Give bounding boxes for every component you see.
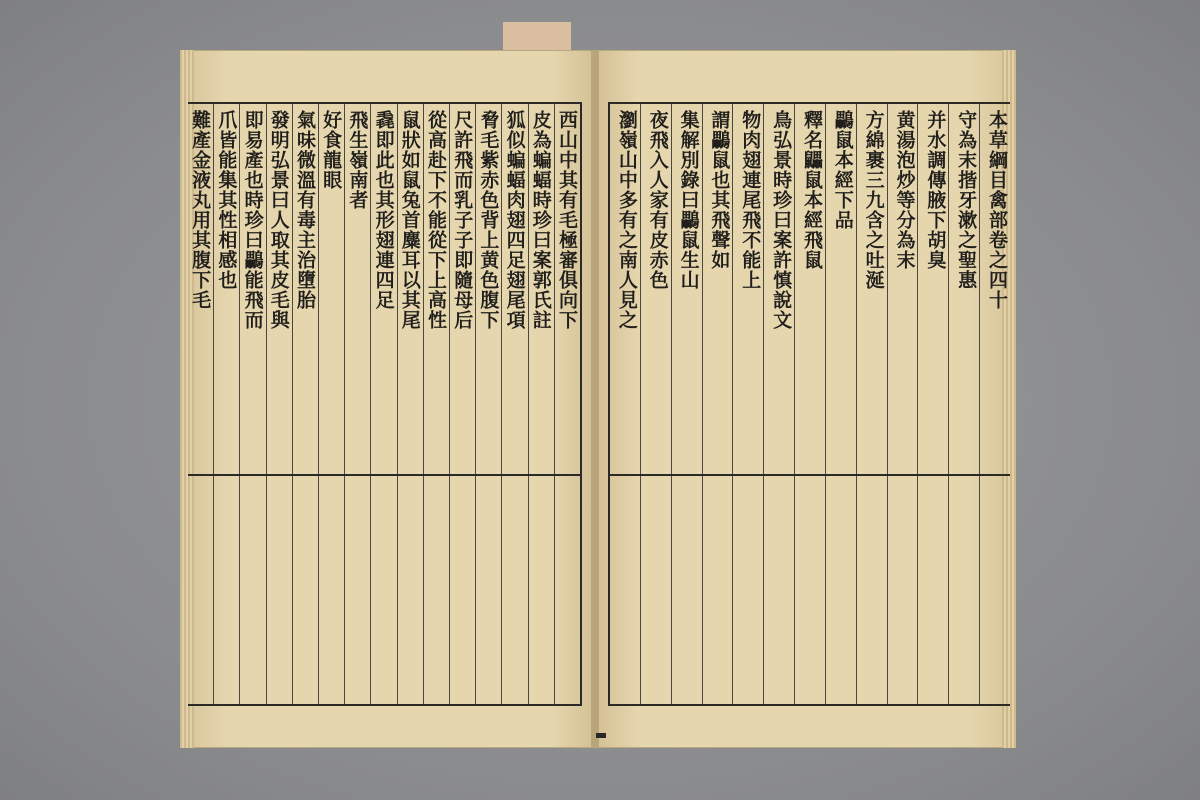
text-column: 物肉翅連尾飛不能上 — [732, 104, 763, 704]
binding-thread — [596, 733, 606, 738]
right-page — [598, 50, 1008, 748]
right-text-columns — [610, 104, 1010, 704]
left-register-line — [188, 474, 580, 476]
text-column: 鳥弘景時珍曰案許慎說文 — [763, 104, 794, 704]
text-column: 方綿裹三九含之吐涎 — [856, 104, 887, 704]
text-column: 尺許飛而乳子子即隨母后 — [449, 104, 475, 704]
text-column: 黄湯泡炒等分為末 — [887, 104, 918, 704]
text-column: 釋名鼺鼠本經飛鼠 — [794, 104, 825, 704]
text-column: 飛生嶺南者 — [344, 104, 370, 704]
text-column: 好食龍眼 — [318, 104, 344, 704]
text-column: 鼠狀如鼠兔首麋耳以其尾 — [397, 104, 423, 704]
text-column: 皮為蝙蝠時珍曰案郭氏註 — [528, 104, 554, 704]
text-column: 集解別錄曰鸓鼠生山 — [671, 104, 702, 704]
open-book — [188, 50, 1008, 748]
text-column: 狐似蝙蝠肉翅四足翅尾項 — [501, 104, 527, 704]
text-column: 夜飛入人家有皮赤色 — [640, 104, 671, 704]
text-column: 脅毛紫赤色背上黄色腹下 — [475, 104, 501, 704]
text-column: 發明弘景曰人取其皮毛與 — [266, 104, 292, 704]
text-column: 爪皆能集其性相感也 — [213, 104, 239, 704]
text-column: 西山中其有毛極審俱向下 — [554, 104, 580, 704]
text-column: 并水調傳腋下胡臭 — [917, 104, 948, 704]
right-text-frame — [608, 102, 1010, 706]
left-page — [188, 50, 592, 748]
text-column: 即易產也時珍曰鸓能飛而 — [239, 104, 265, 704]
left-text-frame — [188, 102, 582, 706]
text-column: 本草綱目禽部卷之四十 — [979, 104, 1010, 704]
text-column: 從高赴下不能從下上高性 — [423, 104, 449, 704]
text-column: 瀏嶺山中多有之南人見之 — [615, 110, 638, 330]
left-text-columns — [188, 104, 580, 704]
text-column: 守為末揩牙漱之聖惠 — [948, 104, 979, 704]
text-column: 氣味微溫有毒主治墮胎 — [292, 104, 318, 704]
text-column: 難產金液丸用其腹下毛 — [189, 110, 212, 310]
text-column: 鸓鼠本經下品 — [825, 104, 856, 704]
right-register-line — [610, 474, 1010, 476]
text-column: 謂鸓鼠也其飛聲如 — [702, 104, 733, 704]
text-column: 毳即此也其形翅連四足 — [370, 104, 396, 704]
